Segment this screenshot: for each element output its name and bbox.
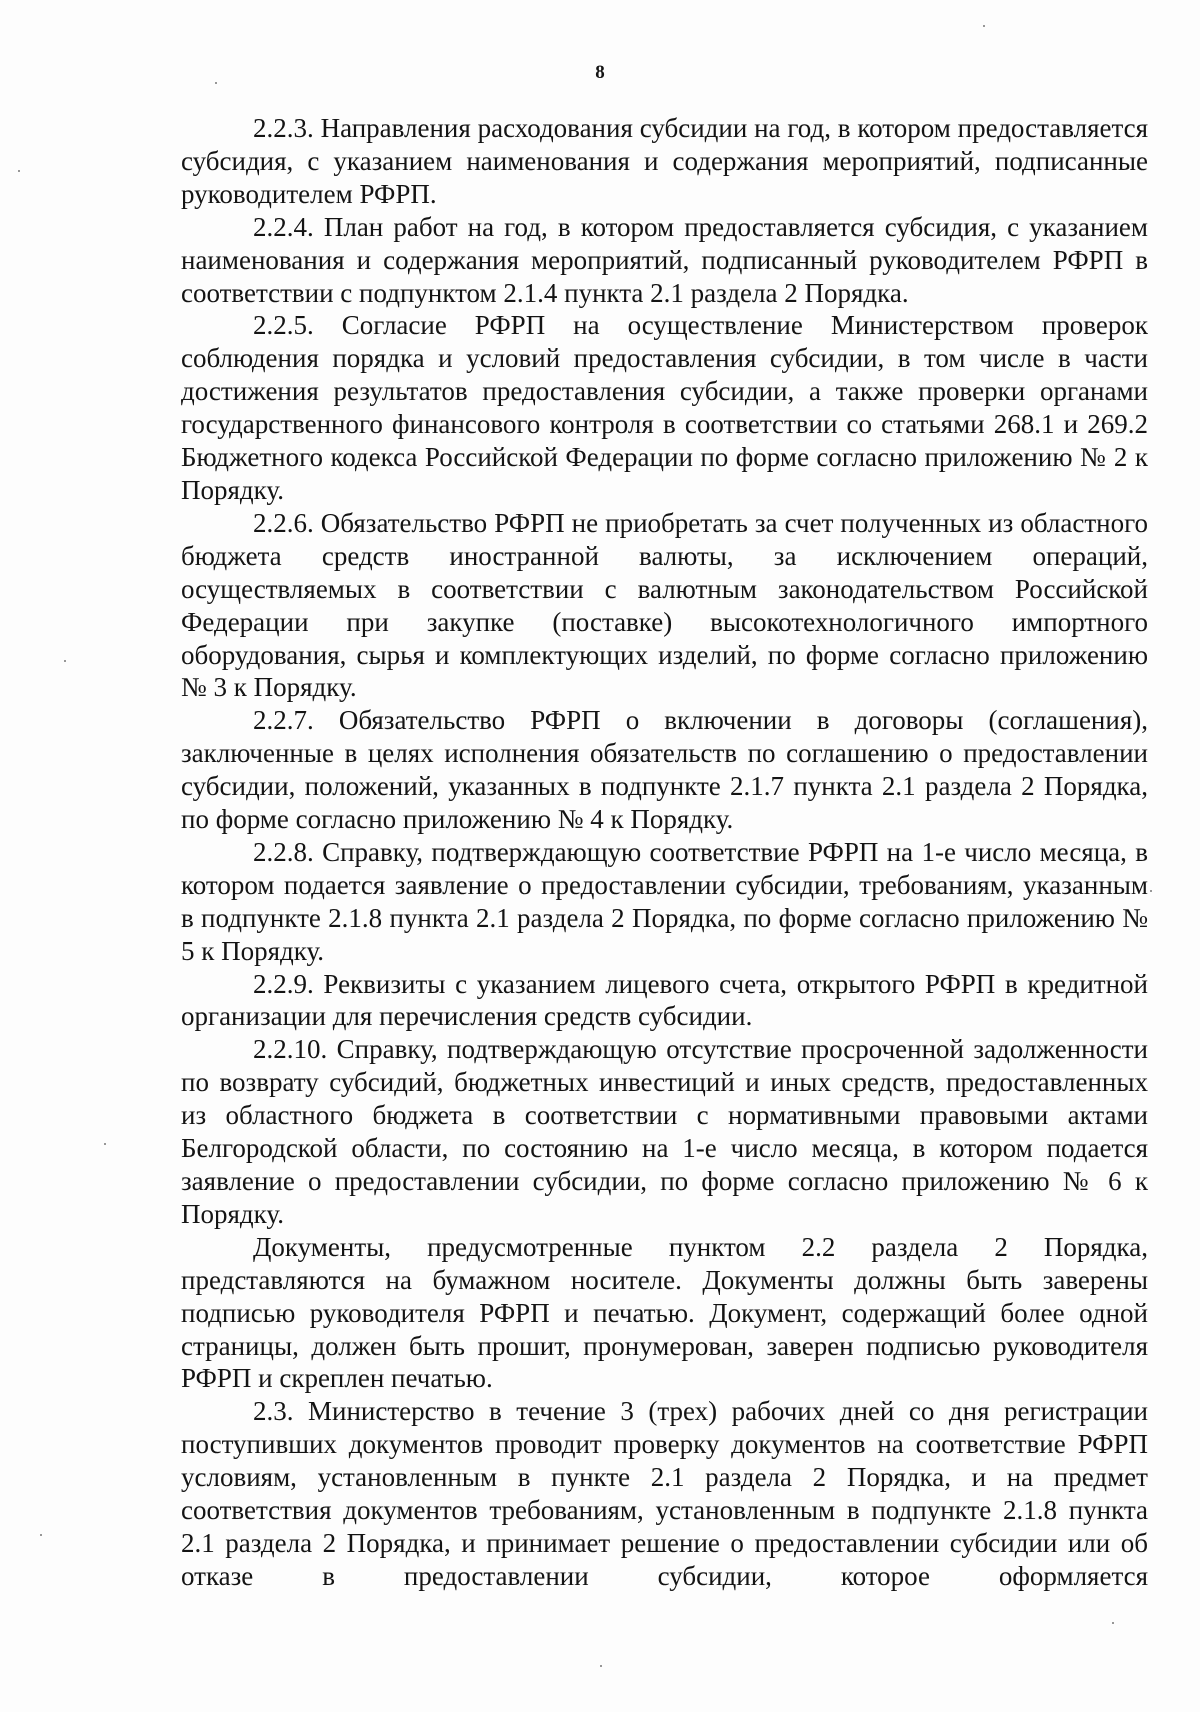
page-number: 8	[595, 62, 605, 83]
scan-speck	[40, 1534, 42, 1536]
paragraph-2-2-4: 2.2.4. План работ на год, в котором предоставляется субсидия, с указанием наименования и содержания мероприятий, подписанный руководителем РФРП в соответствии с подпунктом 2.1.4 пункта 2.1 раздела 2 Порядка.	[181, 211, 1148, 308]
paragraph-2-3: 2.3. Министерство в течение 3 (трех) рабочих дней со дня регистрации поступивших документов проводит проверку документов на соответствие РФРП условиям, установленным в пункте 2.1 раздела 2 Порядка, и на предмет соответствия документов требованиям, установленным в подпункте 2.1.8 пункта 2.1 раздела 2 Порядка, и принимает решение о предоставлении субсидии или об отказе в предоставлении субсидии, которое оформляется	[181, 1396, 1148, 1591]
paragraph-2-2-10: 2.2.10. Справку, подтверждающую отсутствие просроченной задолженности по возврату субсидий, бюджетных инвестиций и иных средств, предоставленных из областного бюджета в соответствии с нормативными правовыми актами Белгородской области, по состоянию на 1-е число месяца, в котором подается заявление о предоставлении субсидии, по форме согласно приложению № 6 к Порядку.	[181, 1034, 1148, 1229]
scan-speck	[1150, 890, 1152, 892]
paragraph-documents: Документы, предусмотренные пунктом 2.2 раздела 2 Порядка, представляются на бумажном носителе. Документы должны быть заверены подписью руководителя РФРП и печатью. Документ, содержащий более одной страницы, должен быть прошит, пронумерован, заверен подписью руководителя РФРП и скреплен печатью.	[181, 1231, 1148, 1394]
scan-speck	[215, 82, 217, 84]
paragraph-2-2-9: 2.2.9. Реквизиты с указанием лицевого счета, открытого РФРП в кредитной организации для перечисления средств субсидии.	[181, 968, 1148, 1032]
paragraph-2-2-8: 2.2.8. Справку, подтверждающую соответствие РФРП на 1-е число месяца, в котором подается заявление о предоставлении субсидии, требованиям, указанным в подпункте 2.1.8 пункта 2.1 раздела 2 Порядка, по форме согласно приложению № 5 к Порядку.	[181, 836, 1148, 966]
scan-speck	[983, 25, 985, 27]
scan-speck	[600, 1665, 602, 1667]
paragraph-2-2-5: 2.2.5. Согласие РФРП на осуществление Министерством проверок соблюдения порядка и условий предоставления субсидии, в том числе в части достижения результатов предоставления субсидии, а также проверки органами государственного финансового контроля в соответствии со статьями 268.1 и 269.2 Бюджетного кодекса Российской Федерации по форме согласно приложению № 2 к Порядку.	[181, 310, 1148, 505]
scan-speck	[18, 170, 20, 172]
paragraph-2-2-3: 2.2.3. Направления расходования субсидии на год, в котором предоставляется субсидия, с указанием наименования и содержания мероприятий, подписанные руководителем РФРП.	[181, 113, 1148, 209]
paragraph-2-2-7: 2.2.7. Обязательство РФРП о включении в договоры (соглашения), заключенные в целях исполнения обязательств по соглашению о предоставлении субсидии, положений, указанных в подпункте 2.1.7 пункта 2.1 раздела 2 Порядка, по форме согласно приложению № 4 к Порядку.	[181, 705, 1148, 835]
document-body	[181, 112, 1148, 1593]
scan-speck	[1112, 1622, 1114, 1624]
scan-speck	[64, 660, 66, 662]
scan-speck	[104, 1143, 106, 1145]
paragraph-2-2-6: 2.2.6. Обязательство РФРП не приобретать за счет полученных из областного бюджета средств иностранной валюты, за исключением операций, осуществляемых в соответствии с валютным законодательством Российской Федерации при закупке (поставке) высокотехнологичного импортного оборудования, сырья и комплектующих изделий, по форме согласно приложению № 3 к Порядку.	[181, 507, 1148, 703]
